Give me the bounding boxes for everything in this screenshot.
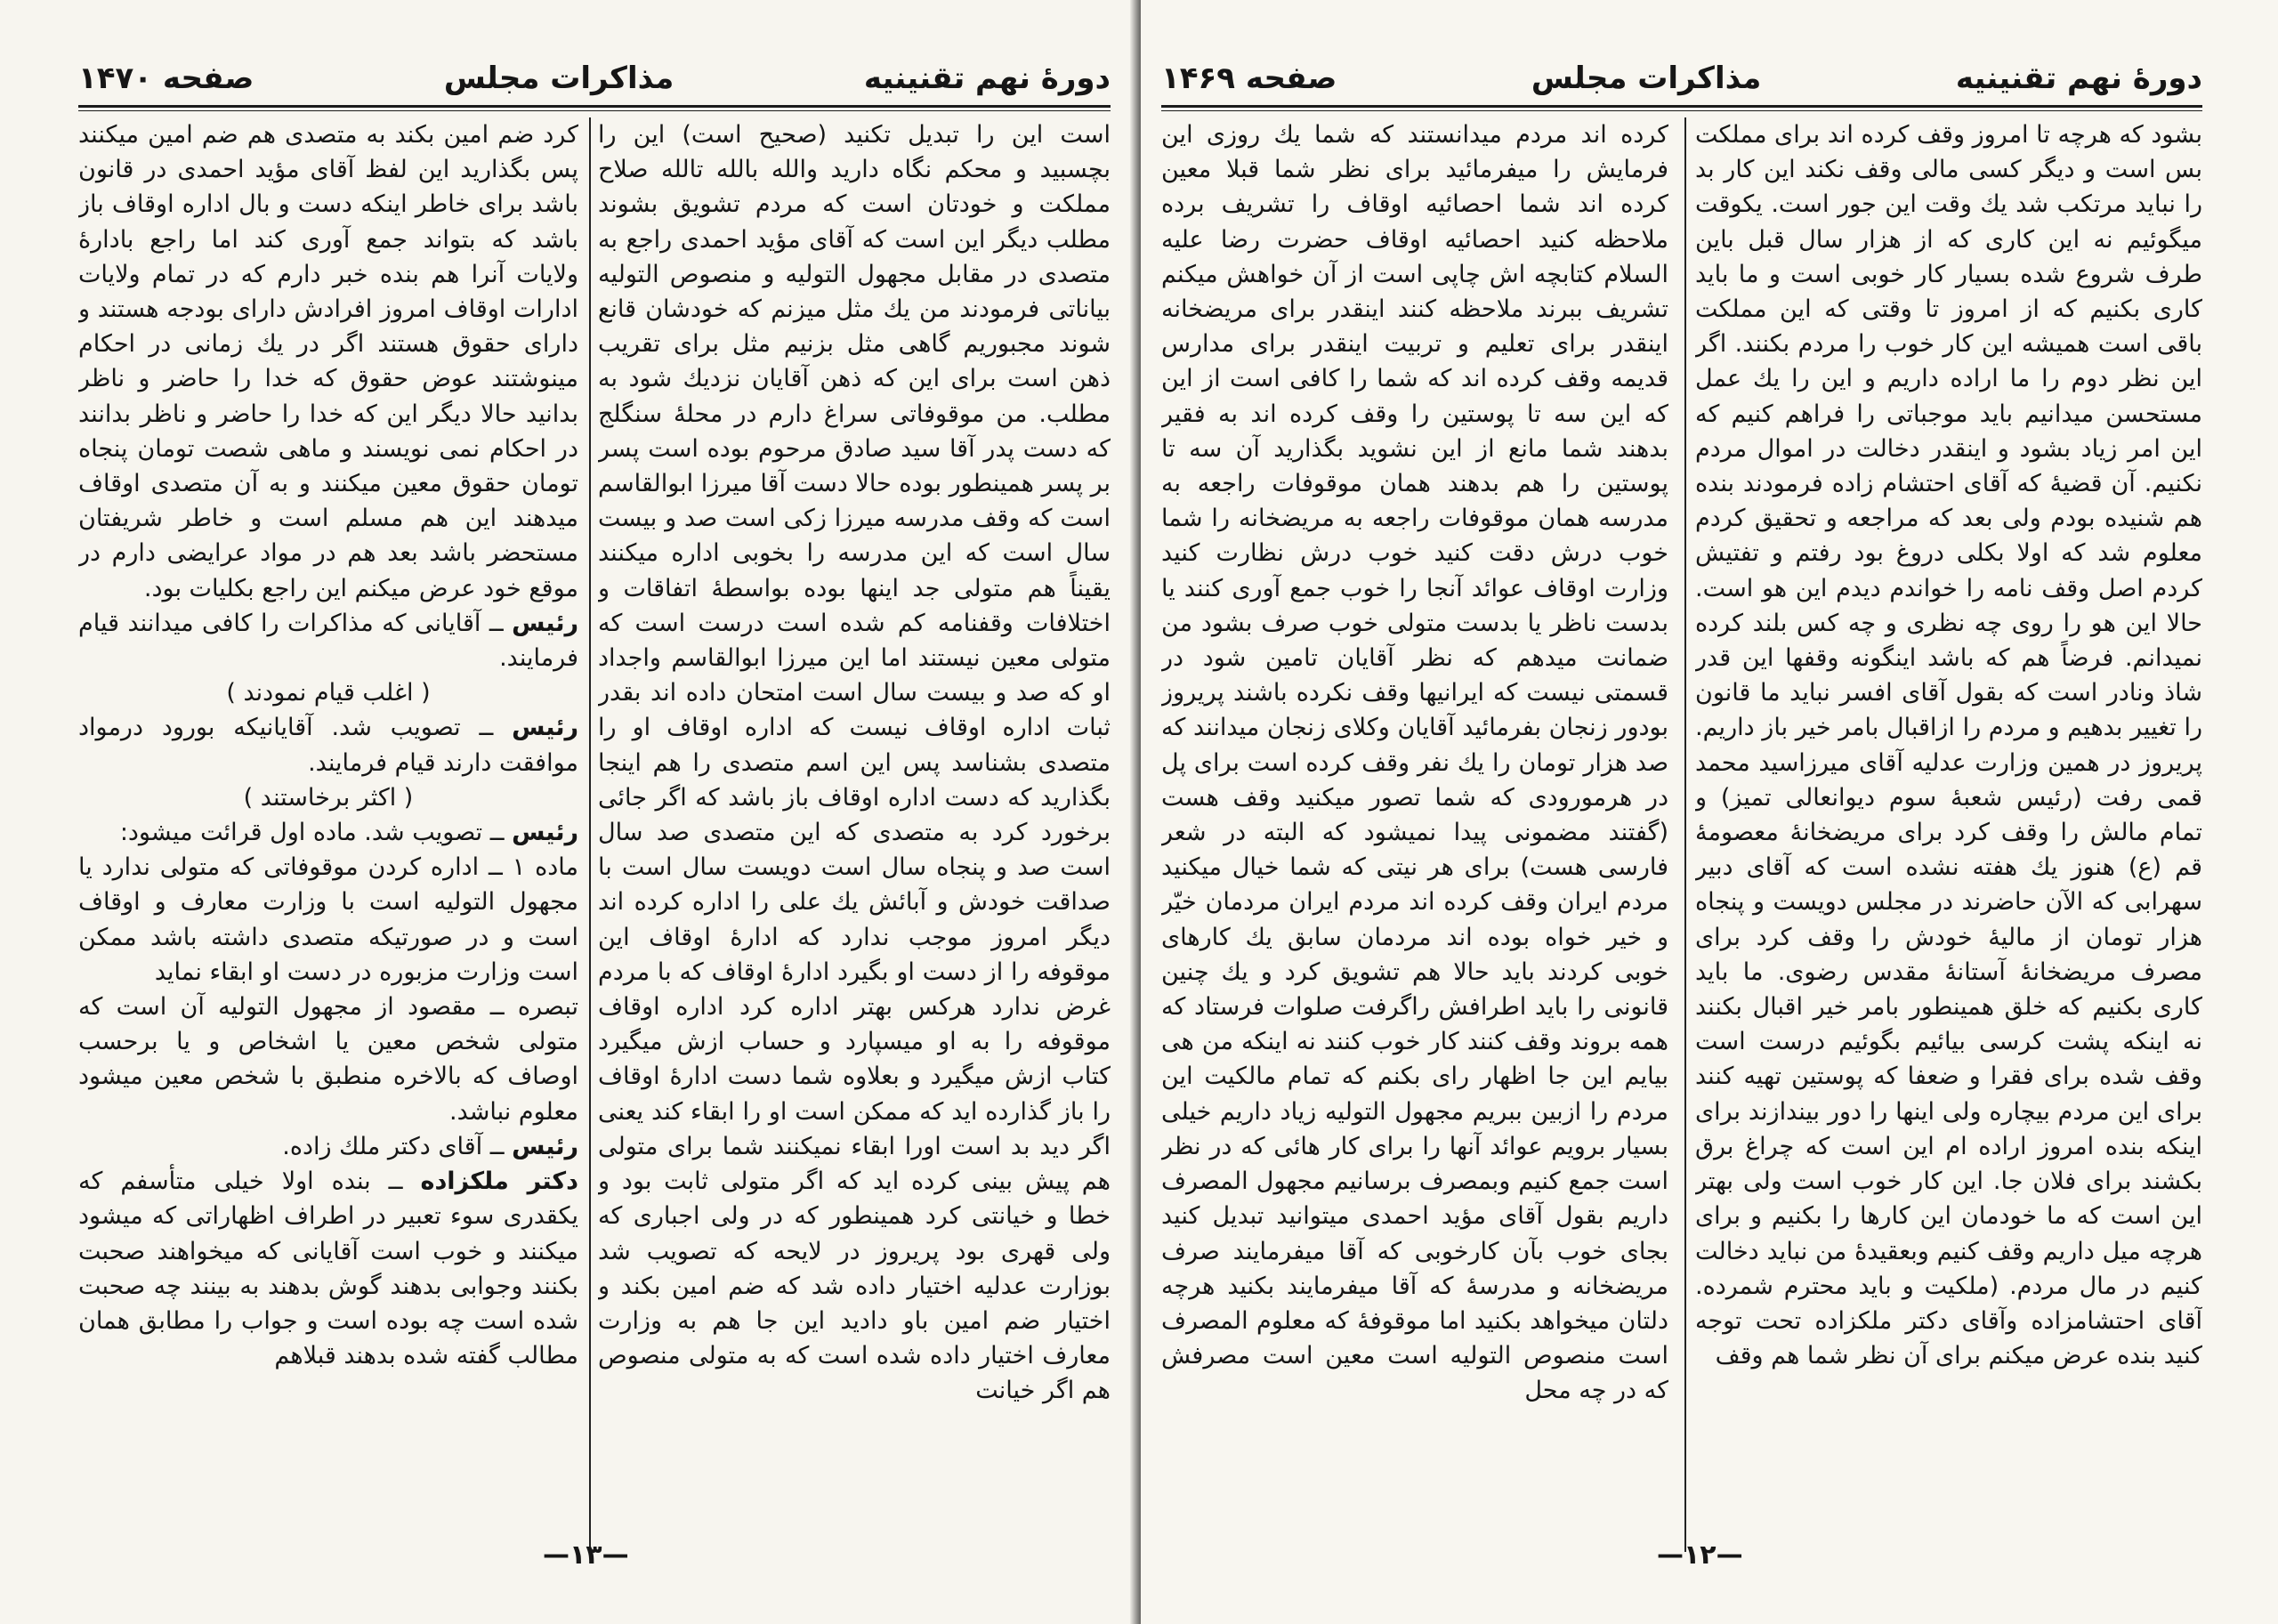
speaker-name: رئیس: [512, 714, 578, 742]
header-title: مذاکرات مجلس: [1531, 61, 1762, 96]
speech-paragraph: [78, 1164, 578, 1373]
text-paragraph: تبصره ــ مقصود از مجهول التولیه آن است که متولی شخص معین یا اشخاص و یا برحسب اوصاف که بالاخره منطبق با شخص معین میشود معلوم نباشد.: [78, 993, 578, 1126]
speaker-name: رئیس: [512, 609, 578, 637]
column-divider: [1684, 117, 1686, 1552]
page-number: صفحه ۱۴۶۹: [1161, 61, 1337, 96]
text-column-left: [1161, 117, 1668, 1559]
speech-text: ــ تصویب شد. ماده اول قرائت میشود:: [119, 819, 505, 847]
column-text: بشود که هرچه تا امروز وقف کرده اند برای مملکت بس است و دیگر کسی مالی وقف نکند این کار بد را نباید مرتکب شد یك وقت این جور است. یکوقت میگوئیم نه این کاری که از هزار سال قبل باین طرف شروع شده بسیار کار خوبی است و ما باید کاری بکنیم که از امروز تا وقتی که این مملکت باقی است همیشه این کار خوب را مردم بکنند. اگر این نظر دوم را ما اراده داریم و این را یك عمل مستحسن میدانیم باید موجباتی را فراهم کنیم که این امر زیاد بشود و اینقدر دخالت در اموال مردم نکنیم. آن قضیهٔ که آقای احتشام زاده فرمودند بنده هم شنیده بودم ولی بعد که مراجعه و تحقیق کردم معلوم شد که اولا بکلی دروغ بود رفتم و تفتیش کردم اصل وقف نامه را خواندم دیدم این هو است. حالا این هو را روی چه نظری و چه کس بلند کرده نمیدانم. فرضاً هم که باشد اینگونه وقفها این قدر شاذ ونادر است که بقول آقای افسر نباید ما قانون را تغییر بدهیم و مردم را ازاقبال بامر خیر باز داریم. پریروز در همین وزارت عدلیه آقای میرزاسید محمد قمی رفت (رئیس شعبهٔ سوم دیوانعالی تمیز) و تمام مالش را وقف کرد برای مریضخانهٔ معصومهٔ قم (ع) هنوز یك هفته نشده است که آقای دبیر سهرابی که الآن حاضرند در مجلس دویست و پنجاه هزار تومان از مالیهٔ خودش را وقف کرد برای مصرف مریضخانهٔ آستانهٔ مقدس رضوی. ما باید کاری بکنیم که خلق همینطور بامر خیر اقبال بکنند نه اینکه پشت کرسی بیائیم بگوئیم درست است وقف شده برای فقرا و ضعفا که پوستین تهیه کنند برای این مردم بیچاره ولی اینها را دور بیندازند برای اینکه بنده امروز اراده ام این است که چراغ برق بکشند برای فلان جا. این کار خوب است ولی بهتر این است که ما خودمان این کارها را بکنیم و برای هرچه میل داریم وقف کنیم وبعقیدهٔ من نباید دخالت کنیم در مال مردم. (ملکیت و باید محترم شمرده. آقای احتشامزاده وآقای دکتر ملکزاده تحت توجه کنید بنده عرض میکنم برای آن نظر شما هم وقف: [1695, 121, 2202, 1370]
vote-result: ( اغلب قیام نمودند ): [226, 679, 431, 707]
header-rule-thin: [78, 110, 1111, 111]
speech-text: ــ آقای دکتر ملك زاده.: [282, 1132, 505, 1160]
speech-text: ــ تصویب شد. آقایانیکه بورود درمواد موافقت دارند قیام فرمایند.: [78, 714, 578, 777]
speech-text: ــ بنده اولا خیلی متأسفم که یکقدری سوء تعبیر در اطراف اظهاراتی که میشود میکنند و خوب است آقایانی که میخواهند صحبت بکنند وجوابی بدهند گوش بدهند به بینند چه صحبت شده است چه بوده است و جواب را مطابق همان مطالب گفته شده بدهند قبلاهم: [78, 1168, 578, 1370]
speaker-name: دکتر ملکزاده: [420, 1168, 578, 1196]
column-text: است این را تبدیل تکنید (صحیح است) این را بچسبید و محکم نگاه دارید والله بالله تالله صلاح مملکت و خودتان است که مردم تشویق بشوند مطلب دیگر این است که آقای مؤید احمدی راجع به متصدی در مقابل مجهول التولیه و منصوص التولیه بیاناتی فرمودند من یك مثل میزنم که خودشان قانع شوند مجبوریم گاهی مثل بزنیم مثل برای تقریب ذهن است برای این که ذهن آقایان نزدیك شود به مطلب. من موقوفاتی سراغ دارم در محلهٔ سنگلج که دست پدر آقا سید صادق مرحوم بوده است پسر بر پسر همینطور بوده حالا دست آقا میرزا ابوالقاسم است که وقف مدرسه میرزا زکی است صد و بیست سال است که این مدرسه را بخوبی اداره میکنند یقیناً هم متولی جد اینها بوده بواسطهٔ اتفاقات و اختلافات وقفنامه کم شده است درست است که متولی معین نیستند اما این میرزا ابوالقاسم واجداد او که صد و بیست سال است امتحان داده اند بقدر ثبات اداره اوقاف نیست که اداره اوقاف او را متصدی بشناسد پس این اسم متصدی را هم اینجا بگذارید که دست اداره اوقاف باز باشد که اگر جائی برخورد کرد به متصدی که این متصدی صد سال است صد و پنجاه سال است دویست سال است با صداقت خودش و آبائش یك علی را اداره کرده اند دیگر امروز موجب ندارد که ادارهٔ اوقاف این موقوفه را از دست او بگیرد ادارهٔ اوقاف که با مردم غرض ندارد هرکس بهتر اداره کرد اداره اوقاف موقوفه را به او میسپارد و حساب ازش میگیرد کتاب ازش میگیرد و بعلاوه شما دست ادارهٔ اوقاف را باز گذارده اید که ممکن است او را ابقاء کند یعنی اگر دید بد است اورا ابقاء نمیکنند شما برای متولی هم پیش بینی کرده اید که اگر متولی ثابت بود و خطا و خیانتی کرد همینطور که در ولی اجباری که ولی قهری بود پریروز در لایحه که تصویب شد بوزارت عدلیه اختیار داده شد که ضم امین بکند و اختیار ضم امین باو دادید این جا هم به وزارت معارف اختیار داده شده است که به متولی منصوص هم اگر خیانت: [598, 121, 1111, 1405]
text-column-right: [1695, 117, 2202, 1559]
header-title: مذاکرات مجلس: [443, 61, 675, 96]
page-number: صفحه ۱۴۷۰: [78, 61, 254, 96]
text-paragraph: ماده ۱ ــ اداره کردن موقوفاتی که متولی ندارد یا مجهول التولیه است با وزارت معارف و اوقاف است و در صورتیکه متصدی داشته باشد ممکن است وزارت مزبوره در دست او ابقاء نماید: [78, 853, 578, 986]
page-header: [78, 55, 1111, 101]
speaker-name: رئیس: [512, 819, 578, 847]
vote-result: ( اکثر برخاستند ): [243, 783, 414, 812]
header-rule: [78, 105, 1111, 108]
speech-paragraph: [78, 815, 578, 850]
footer-page-number: —۱۲—: [1657, 1539, 1743, 1571]
column-divider: [589, 117, 591, 1552]
session-label: دورهٔ نهم تقنینیه: [863, 61, 1111, 96]
header-rule-thin: [1161, 110, 2202, 111]
speech-paragraph: [78, 710, 578, 780]
footer-page-number: —۱۳—: [543, 1539, 629, 1571]
speech-paragraph: [78, 1129, 578, 1164]
text-column-left: [78, 117, 578, 1559]
text-column-right: [598, 117, 1111, 1559]
session-label: دورهٔ نهم تقنینیه: [1955, 61, 2202, 96]
header-rule: [1161, 105, 2202, 108]
text-paragraph: کرد ضم امین بکند به متصدی هم ضم امین میکنند پس بگذارید این لفظ آقای مؤید احمدی در قانون باشد برای خاطر اینکه دست و بال اداره اوقاف باز باشد که بتواند جمع آوری کند اما راجع بادارهٔ ولایات آنرا هم بنده خبر دارم که در تمام ولایات ادارات اوقاف امروز افرادش دارای بودجه هستند و دارای حقوق هستند اگر در یك زمانی در احکام مینوشتند عوض حقوق که خدا را حاضر و ناظر بدانید حالا دیگر این که خدا را حاضر و ناظر بدانند در احکام نمی نویسند و ماهی شصت تومان پنجاه تومان حقوق معین میکنند و به آن متصدی اوقاف میدهند این هم مسلم است و خاطر شریفتان مستحضر باشد بعد هم در مواد عرایضی دارم در موقع خود عرض میکنم این راجع بکلیات بود.: [78, 121, 578, 602]
column-text: کرده اند مردم میدانستند که شما یك روزی این فرمایش را میفرمائید برای نظر شما قبلا معین کرده اند شما احصائیه اوقاف را تشریف برده ملاحظه کنید احصائیه اوقاف حضرت رضا علیه السلام کتابچه اش چاپی است از آن خواهش میکنم تشریف ببرند ملاحظه کنند اینقدر برای مریضخانه اینقدر برای تعلیم و تربیت اینقدر برای مدارس قدیمه وقف کرده اند که شما را کافی است از این که این سه تا پوستین را وقف کرده اند به فقیر بدهند شما مانع از این نشوید بگذارید آن سه تا پوستین را هم بدهند همان موقوفات راجعه به مدرسه همان موقوفات راجعه به مریضخانه را شما خوب درش دقت کنید خوب درش نظارت کنید وزارت اوقاف عوائد آنجا را خوب جمع آوری کنند یا بدست ناظر یا بدست متولی خوب صرف بشود من ضمانت میدهم که نظر آقایان تامین شود در قسمتی نیست که ایرانیها وقف نکرده باشند پریروز بودور زنجان بفرمائید آقایان وکلای زنجان میدانند که صد هزار تومان را یك نفر وقف کرده است برای پل در هرمورودی که شما تصور میکنید وقف هست (گفتند مضمونی پیدا نمیشود که البته در شعر فارسی هست) برای هر نیتی که شما خیال میکنید مردم ایران وقف کرده اند مردم ایران مردمان خیّر و خیر خواه بوده اند مردمان سابق یك کارهای خوبی کردند باید حالا هم تشویق کرد و یك چنین قانونی را باید اطرافش راگرفت صلوات فرستاد که همه بروند وقف کنند کار خوب کنند نه اینکه من هی بیایم این جا اظهار رای بکنم که تمام مالکیت این مردم را ازبین ببریم مجهول التولیه زیاد داریم خیلی بسیار برویم عوائد آنها را برای کار هائی که در نظر است جمع کنیم وبمصرف برسانیم مجهول المصرف داریم بقول آقای مؤید احمدی میتوانید تبدیل کنید بجای خوب بآن کارخوبی که آقا میفرمایند صرف مریضخانه و مدرسهٔ که آقا میفرمایند بکنید هرچه دلتان میخواهد بکنید اما موقوفهٔ که معلوم المصرف است منصوص التولیه است معین است مصرفش که در چه محل: [1161, 121, 1668, 1405]
speech-text: ــ آقایانی که مذاکرات را کافی میدانند قیام فرمایند.: [78, 609, 578, 673]
page-header: [1161, 55, 2202, 101]
speaker-name: رئیس: [512, 1132, 578, 1160]
speech-paragraph: [78, 606, 578, 675]
